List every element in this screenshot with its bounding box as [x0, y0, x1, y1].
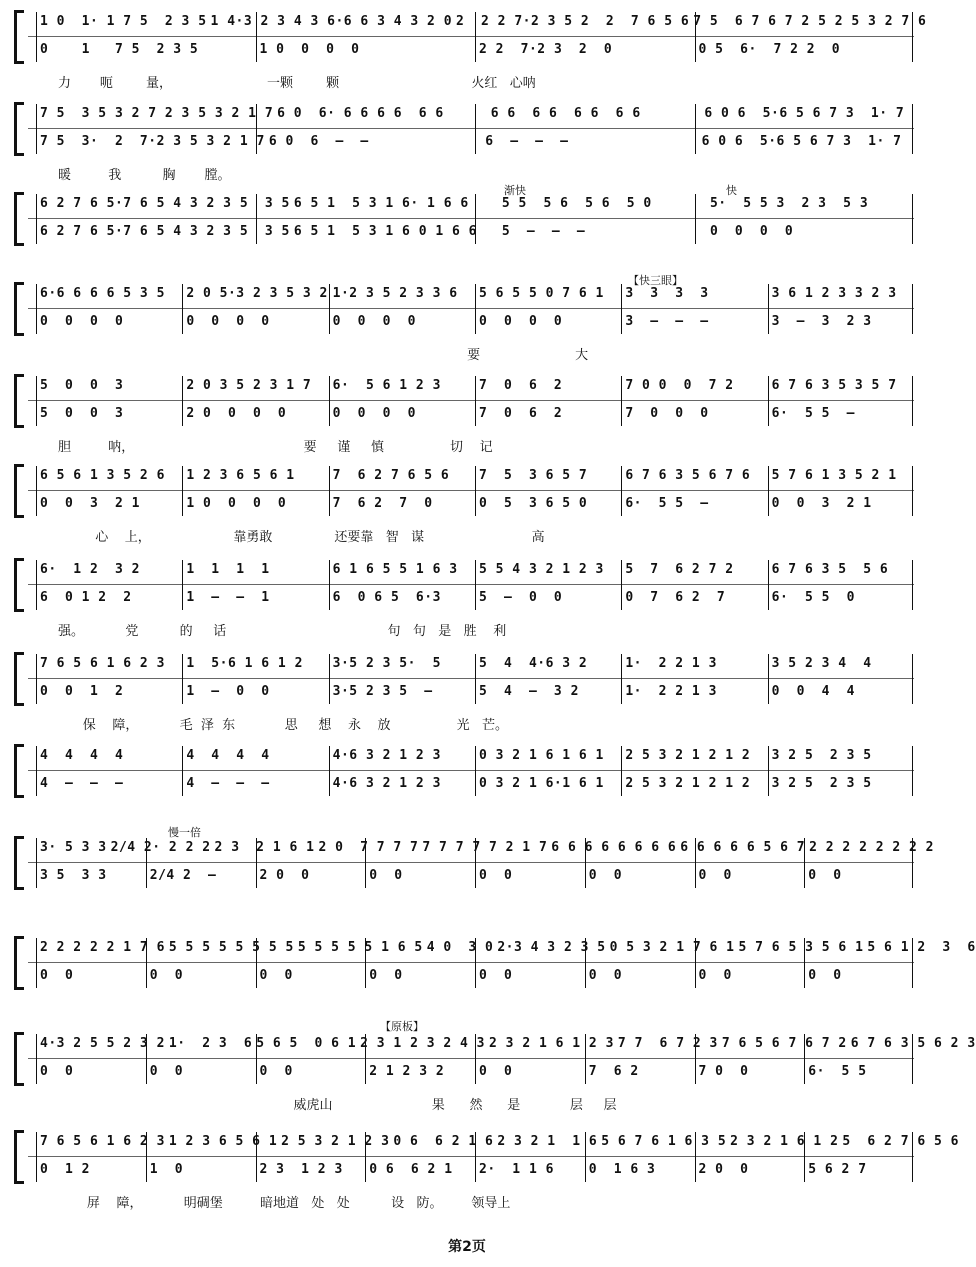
part-divider-line [28, 128, 914, 129]
lower-measure: 0 0 [259, 1064, 293, 1079]
upper-measure: 1 4·3 2 3 4 3 6·6 6 3 4 3 2 0 [210, 14, 453, 29]
part-divider-line [28, 218, 914, 219]
tempo-marking: 【原板】 [380, 1020, 424, 1033]
score-system [18, 650, 914, 740]
lower-part-row [36, 314, 914, 329]
lower-measure: 0 0 [479, 1064, 513, 1079]
upper-measure: 6 6 6 6 6 5 6 7 [680, 840, 806, 855]
upper-measure: 7 5 3 5 3 2 7 2 3 5 3 2 1 7 [40, 106, 274, 121]
upper-measure: 2 0 5·3 2 3 5 3 2 [186, 286, 328, 301]
upper-measure: 5 5 5 6 5 6 5 0 [501, 196, 652, 211]
upper-part-row [36, 748, 914, 763]
lower-part-row [36, 224, 914, 239]
part-divider-line [28, 962, 914, 963]
lower-measure: 0 0 [479, 968, 513, 983]
lower-measure: 0 0 3 2 1 [40, 496, 140, 511]
lower-measure: 4·6 3 2 1 2 3 [332, 776, 441, 791]
upper-measure: 7 6 5 6 1 6 2 3 [40, 1134, 165, 1149]
lower-measure: 0 0 [698, 968, 732, 983]
tempo-marking: 快 [726, 184, 737, 197]
lower-measure: 2/4 2 — [149, 868, 217, 883]
upper-measure: 0 3 2 1 6 1 6 1 [478, 748, 604, 763]
score-system [18, 742, 914, 832]
lower-measure: 0 0 [588, 868, 623, 883]
system-bracket [14, 652, 24, 706]
lower-measure: 7 0 6 2 [478, 406, 563, 421]
lower-part-row [36, 684, 914, 699]
score-system [18, 462, 914, 552]
lower-part-row [36, 134, 914, 149]
lower-measure: 0 3 2 1 6·1 6 1 [478, 776, 604, 791]
lower-measure: 1· 2 2 1 3 [625, 684, 717, 699]
score-system [18, 556, 914, 646]
upper-part-row [36, 378, 914, 393]
upper-measure: 5· 5 5 3 2 3 5 3 [709, 196, 869, 211]
upper-measure: 5 5 5 5 5 5 5 5 [168, 940, 294, 955]
upper-part-row [36, 840, 935, 855]
upper-part-row [36, 286, 914, 301]
system-bracket [14, 464, 24, 518]
upper-measure: 6·6 6 6 6 5 3 5 [40, 286, 165, 301]
upper-measure: 3 5 2 3 4 4 [771, 656, 872, 671]
upper-measure: 1·2 3 5 2 3 3 6 [332, 286, 458, 301]
upper-part-row [36, 468, 914, 483]
lower-measure: 0 7 6 2 7 [625, 590, 726, 605]
lower-measure: 0 1 6 3 [588, 1162, 656, 1177]
upper-measure: 5 4 4·6 3 2 [478, 656, 588, 671]
upper-measure: 2 2 2 2 2 1 7 6 [40, 940, 165, 955]
lower-measure: 6 — — — [485, 134, 569, 149]
upper-measure: 0 5 3 2 1 7 6 1 [609, 940, 735, 955]
upper-measure: 7 0 6 2 [478, 378, 563, 393]
upper-measure: 6 0 6 5·6 5 6 7 3 1· 7 [704, 106, 905, 121]
upper-measure: 5 6 5 5 0 7 6 1 [478, 286, 604, 301]
upper-measure: 7 5 6 7 6 7 2 5 2 5 3 2 7 6 [693, 14, 927, 29]
lower-measure: 4 — — — [186, 776, 270, 791]
lower-measure: 0 0 [588, 968, 623, 983]
lower-measure: 2 2 7·2 3 2 0 [479, 42, 613, 57]
lower-measure: 1 0 0 0 0 [186, 496, 287, 511]
lower-measure: 5 0 0 3 [40, 406, 124, 421]
lower-measure: 1 — — 1 [186, 590, 270, 605]
lower-measure: 3 5 3 3 [40, 868, 107, 883]
upper-measure: 3· 5 3 3 [40, 840, 107, 855]
upper-measure: 4 4 4 4 [40, 748, 124, 763]
upper-measure: 4 4 4 4 [186, 748, 270, 763]
lower-measure: 1 0 [149, 1162, 184, 1177]
lower-measure: 0 0 [149, 1064, 184, 1079]
upper-measure: 6 0 6· 6 6 6 6 6 6 [277, 106, 444, 121]
part-divider-line [28, 1156, 914, 1157]
lower-measure: 0 0 [369, 868, 403, 883]
lower-measure: 0 0 4 4 [771, 684, 855, 699]
tempo-marking: 渐快 [504, 184, 526, 197]
upper-measure: 7 7 6 7 2 3 [617, 1036, 718, 1051]
lower-measure: 5 — — — [501, 224, 586, 239]
upper-measure: 2 0 7 7 7 7 [318, 840, 419, 855]
part-divider-line [28, 770, 914, 771]
upper-measure: 4·6 3 2 1 2 3 [332, 748, 441, 763]
upper-measure: 1 2 3 6 5 6 1 [168, 1134, 278, 1149]
upper-measure: 6 7 6 3 5 6 2 3 [850, 1036, 976, 1051]
part-divider-line [28, 678, 914, 679]
lower-measure: 0 1 2 [40, 1162, 90, 1177]
lower-measure: 0 0 [40, 1064, 74, 1079]
lower-measure: 3 — 3 2 3 [771, 314, 872, 329]
lower-measure: 7 6 2 [588, 1064, 639, 1079]
score-system [18, 934, 976, 1024]
lower-measure: 2 0 0 [259, 868, 310, 883]
upper-measure: 1 5·6 1 6 1 2 [186, 656, 303, 671]
upper-measure: 6 5 1 5 3 1 6· 1 6 6 [293, 196, 469, 211]
lower-measure: 2· 1 1 6 [479, 1162, 554, 1177]
lower-measure: 0 5 6· 7 2 2 0 [698, 42, 841, 57]
lower-part-row [36, 1064, 914, 1079]
upper-measure: 2/4 2· 2 2 2 [110, 840, 211, 855]
lower-measure: 0 6 6 2 1 [369, 1162, 453, 1177]
lower-part-row [36, 1162, 914, 1177]
score-system [18, 826, 935, 924]
upper-measure: 2 5 3 2 1 2 3 [281, 1134, 390, 1149]
lower-measure: 2 0 0 [698, 1162, 749, 1177]
lower-measure: 2 1 2 3 2 [369, 1064, 445, 1079]
upper-measure: 6· 1 2 3 2 [40, 562, 140, 577]
upper-measure: 6 5 6 1 3 5 2 6 [40, 468, 165, 483]
lower-measure: 0 1 7 5 2 3 5 [40, 42, 199, 57]
system-bracket [14, 10, 24, 64]
part-divider-line [28, 308, 914, 309]
lower-measure: 0 0 [40, 968, 74, 983]
lower-measure: 2 3 1 2 3 [259, 1162, 343, 1177]
upper-measure: 2 3 1 2 3 2 4 3 [360, 1036, 486, 1051]
upper-measure: 1· 2 3 6 [168, 1036, 253, 1051]
lower-measure: 0 0 0 0 [186, 314, 270, 329]
system-bracket [14, 282, 24, 336]
lower-measure: 0 0 1 2 [40, 684, 124, 699]
upper-measure: 3 6 1 2 3 3 2 3 [771, 286, 897, 301]
score-system [18, 184, 914, 280]
score-system [18, 1020, 976, 1120]
lower-measure: 0 5 3 6 5 0 [478, 496, 588, 511]
lower-measure: 6 0 6 5·6 5 6 7 3 1· 7 [701, 134, 902, 149]
upper-measure: 7 7 7 7 7 2 1 7 [422, 840, 548, 855]
lower-measure: 7 6 2 7 0 [332, 496, 433, 511]
upper-measure: 3 2 5 2 3 5 [771, 748, 872, 763]
upper-measure: 5 6 1 2 3 6 [867, 940, 976, 955]
lower-measure: 6· 5 5 0 [771, 590, 855, 605]
upper-measure: 2 0 3 5 2 3 1 7 [186, 378, 312, 393]
score-system [18, 274, 914, 370]
system-bracket [14, 836, 24, 890]
lower-measure: 6 5 1 5 3 1 6 0 1 6 6 [293, 224, 477, 239]
lower-measure: 1 0 0 0 0 [259, 42, 360, 57]
lyrics-line: 威虎山 果 然 是 层 层 [58, 1098, 617, 1113]
lower-part-row [36, 968, 914, 983]
lyrics-line: 保 障， 毛 泽 东 思 想 永 放 光 芒。 [58, 718, 508, 733]
lower-measure: 0 0 0 0 [478, 314, 563, 329]
part-divider-line [28, 862, 914, 863]
lower-measure: 3 2 5 2 3 5 [771, 776, 872, 791]
lower-part-row [36, 590, 914, 605]
lower-measure: 2 0 0 0 0 [186, 406, 287, 421]
upper-measure: 6 7 6 3 5 5 6 [771, 562, 889, 577]
lower-part-row [36, 868, 914, 883]
lower-measure: 6 0 6 5 6·3 [332, 590, 441, 605]
upper-measure: 5 0 0 3 [40, 378, 124, 393]
upper-measure: 2·3 4 3 2 3 5 [497, 940, 606, 955]
upper-part-row [36, 940, 976, 955]
lower-measure: 5 4 — 3 2 [478, 684, 579, 699]
upper-measure: 2 3 2 1 6 1 [214, 840, 315, 855]
upper-measure: 6 6 6 6 6 6 6 6 [551, 840, 677, 855]
upper-measure: 7 0 0 0 7 2 [625, 378, 734, 393]
lower-measure: 5 — 0 0 [478, 590, 563, 605]
lower-measure: 6 0 1 2 2 [40, 590, 132, 605]
upper-measure: 3·5 2 3 5· 5 [332, 656, 441, 671]
score-system [18, 1128, 959, 1218]
upper-measure: 1· 2 2 1 3 [625, 656, 717, 671]
upper-measure: 5 6 2 7 6 5 6 [842, 1134, 959, 1149]
lyrics-line: 要 大 [58, 348, 589, 363]
upper-part-row [36, 656, 914, 671]
lower-measure: 5 6 2 7 [808, 1162, 867, 1177]
upper-part-row [36, 562, 914, 577]
upper-measure: 0 6 6 2 1 6 [393, 1134, 494, 1149]
lyrics-line: 力 呃 量， 一颗 颗 火红 心呐 [58, 76, 536, 91]
lower-measure: 0 0 [259, 968, 293, 983]
upper-part-row [36, 106, 914, 121]
lower-measure: 0 0 [479, 868, 513, 883]
part-divider-line [28, 36, 914, 37]
upper-measure: 1 2 3 6 5 6 1 [186, 468, 295, 483]
lower-measure: 0 0 [698, 868, 732, 883]
lyrics-line: 暖 我 胸 膛。 [58, 168, 231, 183]
upper-measure: 7 6 5 6 1 6 2 3 [40, 656, 165, 671]
score-system [18, 100, 914, 190]
tempo-marking: 慢一倍 [168, 826, 201, 839]
upper-measure: 5 7 6 1 3 5 2 1 [771, 468, 897, 483]
system-bracket [14, 102, 24, 156]
lower-measure: 7 0 0 0 [625, 406, 709, 421]
tempo-marking: 【快三眼】 [628, 274, 683, 287]
upper-measure: 6 6 6 6 6 6 6 6 [490, 106, 641, 121]
upper-measure: 5 7 6 2 7 2 [625, 562, 734, 577]
upper-part-row [36, 14, 927, 29]
lyrics-line: 心 上， 靠勇敢 还要靠 智 谋 高 [58, 530, 545, 545]
lower-measure: 6· 5 5 — [625, 496, 709, 511]
upper-measure: 7 5 3 6 5 7 [478, 468, 588, 483]
lower-measure: 0 0 0 0 [332, 406, 416, 421]
lower-measure: 0 0 [808, 868, 842, 883]
lower-measure: 7 5 3· 2 7·2 3 5 3 2 1 7 [40, 134, 265, 149]
upper-measure: 2 3 2 1 1 6 [497, 1134, 598, 1149]
lower-part-row [36, 776, 914, 791]
lower-measure: 4 — — — [40, 776, 124, 791]
system-bracket [14, 374, 24, 428]
upper-part-row [36, 1134, 959, 1149]
lower-part-row [36, 406, 914, 421]
upper-measure: 3 3 3 3 [625, 286, 709, 301]
lower-measure: 0 0 0 0 [709, 224, 794, 239]
score-system [18, 372, 914, 462]
lower-measure: 1 — 0 0 [186, 684, 270, 699]
lower-measure: 0 0 3 2 1 [771, 496, 872, 511]
lyrics-line: 胆 呐， 要 谨 慎 切 记 [58, 440, 493, 455]
upper-measure: 4·3 2 5 5 2 3 2 [40, 1036, 165, 1051]
upper-measure: 5 6 5 0 6 1 [256, 1036, 357, 1051]
lower-measure: 6 2 7 6 5·7 6 5 4 3 2 3 5 3 5 [40, 224, 290, 239]
system-bracket [14, 558, 24, 612]
upper-measure: 2 2 2 2 2 2 2 2 [809, 840, 935, 855]
upper-part-row [36, 1036, 976, 1051]
upper-measure: 6· 5 6 1 2 3 [332, 378, 441, 393]
score-system [18, 8, 927, 98]
part-divider-line [28, 1058, 914, 1059]
lyrics-line: 强。 党 的 话 句 句 是 胜 利 [58, 624, 507, 639]
lower-measure: 6 0 6 — — [268, 134, 369, 149]
upper-measure: 1 0 1· 1 7 5 2 3 5 [40, 14, 207, 29]
part-divider-line [28, 584, 914, 585]
lower-measure: 0 0 [149, 968, 184, 983]
upper-part-row [36, 196, 914, 211]
upper-measure: 6 7 6 3 5 6 7 6 [625, 468, 751, 483]
upper-measure: 2 2 2 7·2 3 5 2 2 7 6 5 6 [456, 14, 690, 29]
system-bracket [14, 936, 24, 990]
lower-measure: 6· 5 5 [808, 1064, 867, 1079]
upper-measure: 6 1 6 5 5 1 6 3 [332, 562, 458, 577]
upper-measure: 5 6 7 6 1 6 3 5 [601, 1134, 727, 1149]
upper-measure: 1 1 1 1 [186, 562, 270, 577]
lower-measure: 2 5 3 2 1 2 1 2 [625, 776, 751, 791]
part-divider-line [28, 400, 914, 401]
lower-measure: 3·5 2 3 5 — [332, 684, 433, 699]
system-bracket [14, 1032, 24, 1086]
lower-measure: 0 0 0 0 [332, 314, 416, 329]
system-bracket [14, 1130, 24, 1184]
lower-measure: 0 0 0 0 [40, 314, 124, 329]
lower-part-row [36, 42, 914, 57]
upper-measure: 2 5 3 2 1 2 1 2 [625, 748, 751, 763]
lower-measure: 7 0 0 [698, 1064, 749, 1079]
upper-measure: 2 3 2 1 6 1 2 [730, 1134, 839, 1149]
system-bracket [14, 192, 24, 246]
lower-part-row [36, 496, 914, 511]
upper-measure: 5 5 5 5 5 1 6 5 [297, 940, 423, 955]
lower-measure: 3 — — — [625, 314, 709, 329]
upper-measure: 4 0 3 0 [426, 940, 494, 955]
upper-measure: 7 6 2 7 6 5 6 [332, 468, 450, 483]
lyrics-line: 屏 障， 明碉堡 暗地道 处 处 设 防。 领导上 [58, 1196, 511, 1211]
lower-measure: 0 0 [369, 968, 403, 983]
lower-measure: 0 0 [808, 968, 842, 983]
upper-measure: 2 3 2 1 6 1 2 3 [489, 1036, 614, 1051]
part-divider-line [28, 490, 914, 491]
upper-measure: 7 6 5 6 7 6 7 2 [721, 1036, 847, 1051]
upper-measure: 5 5 4 3 2 1 2 3 [478, 562, 604, 577]
system-bracket [14, 744, 24, 798]
page-number: 第2页 [448, 1239, 486, 1255]
upper-measure: 6 2 7 6 5·7 6 5 4 3 2 3 5 3 5 [40, 196, 290, 211]
upper-measure: 6 7 6 3 5 3 5 7 [771, 378, 897, 393]
lower-measure: 6· 5 5 — [771, 406, 855, 421]
upper-measure: 5 7 6 5 3 5 6 1 [738, 940, 864, 955]
